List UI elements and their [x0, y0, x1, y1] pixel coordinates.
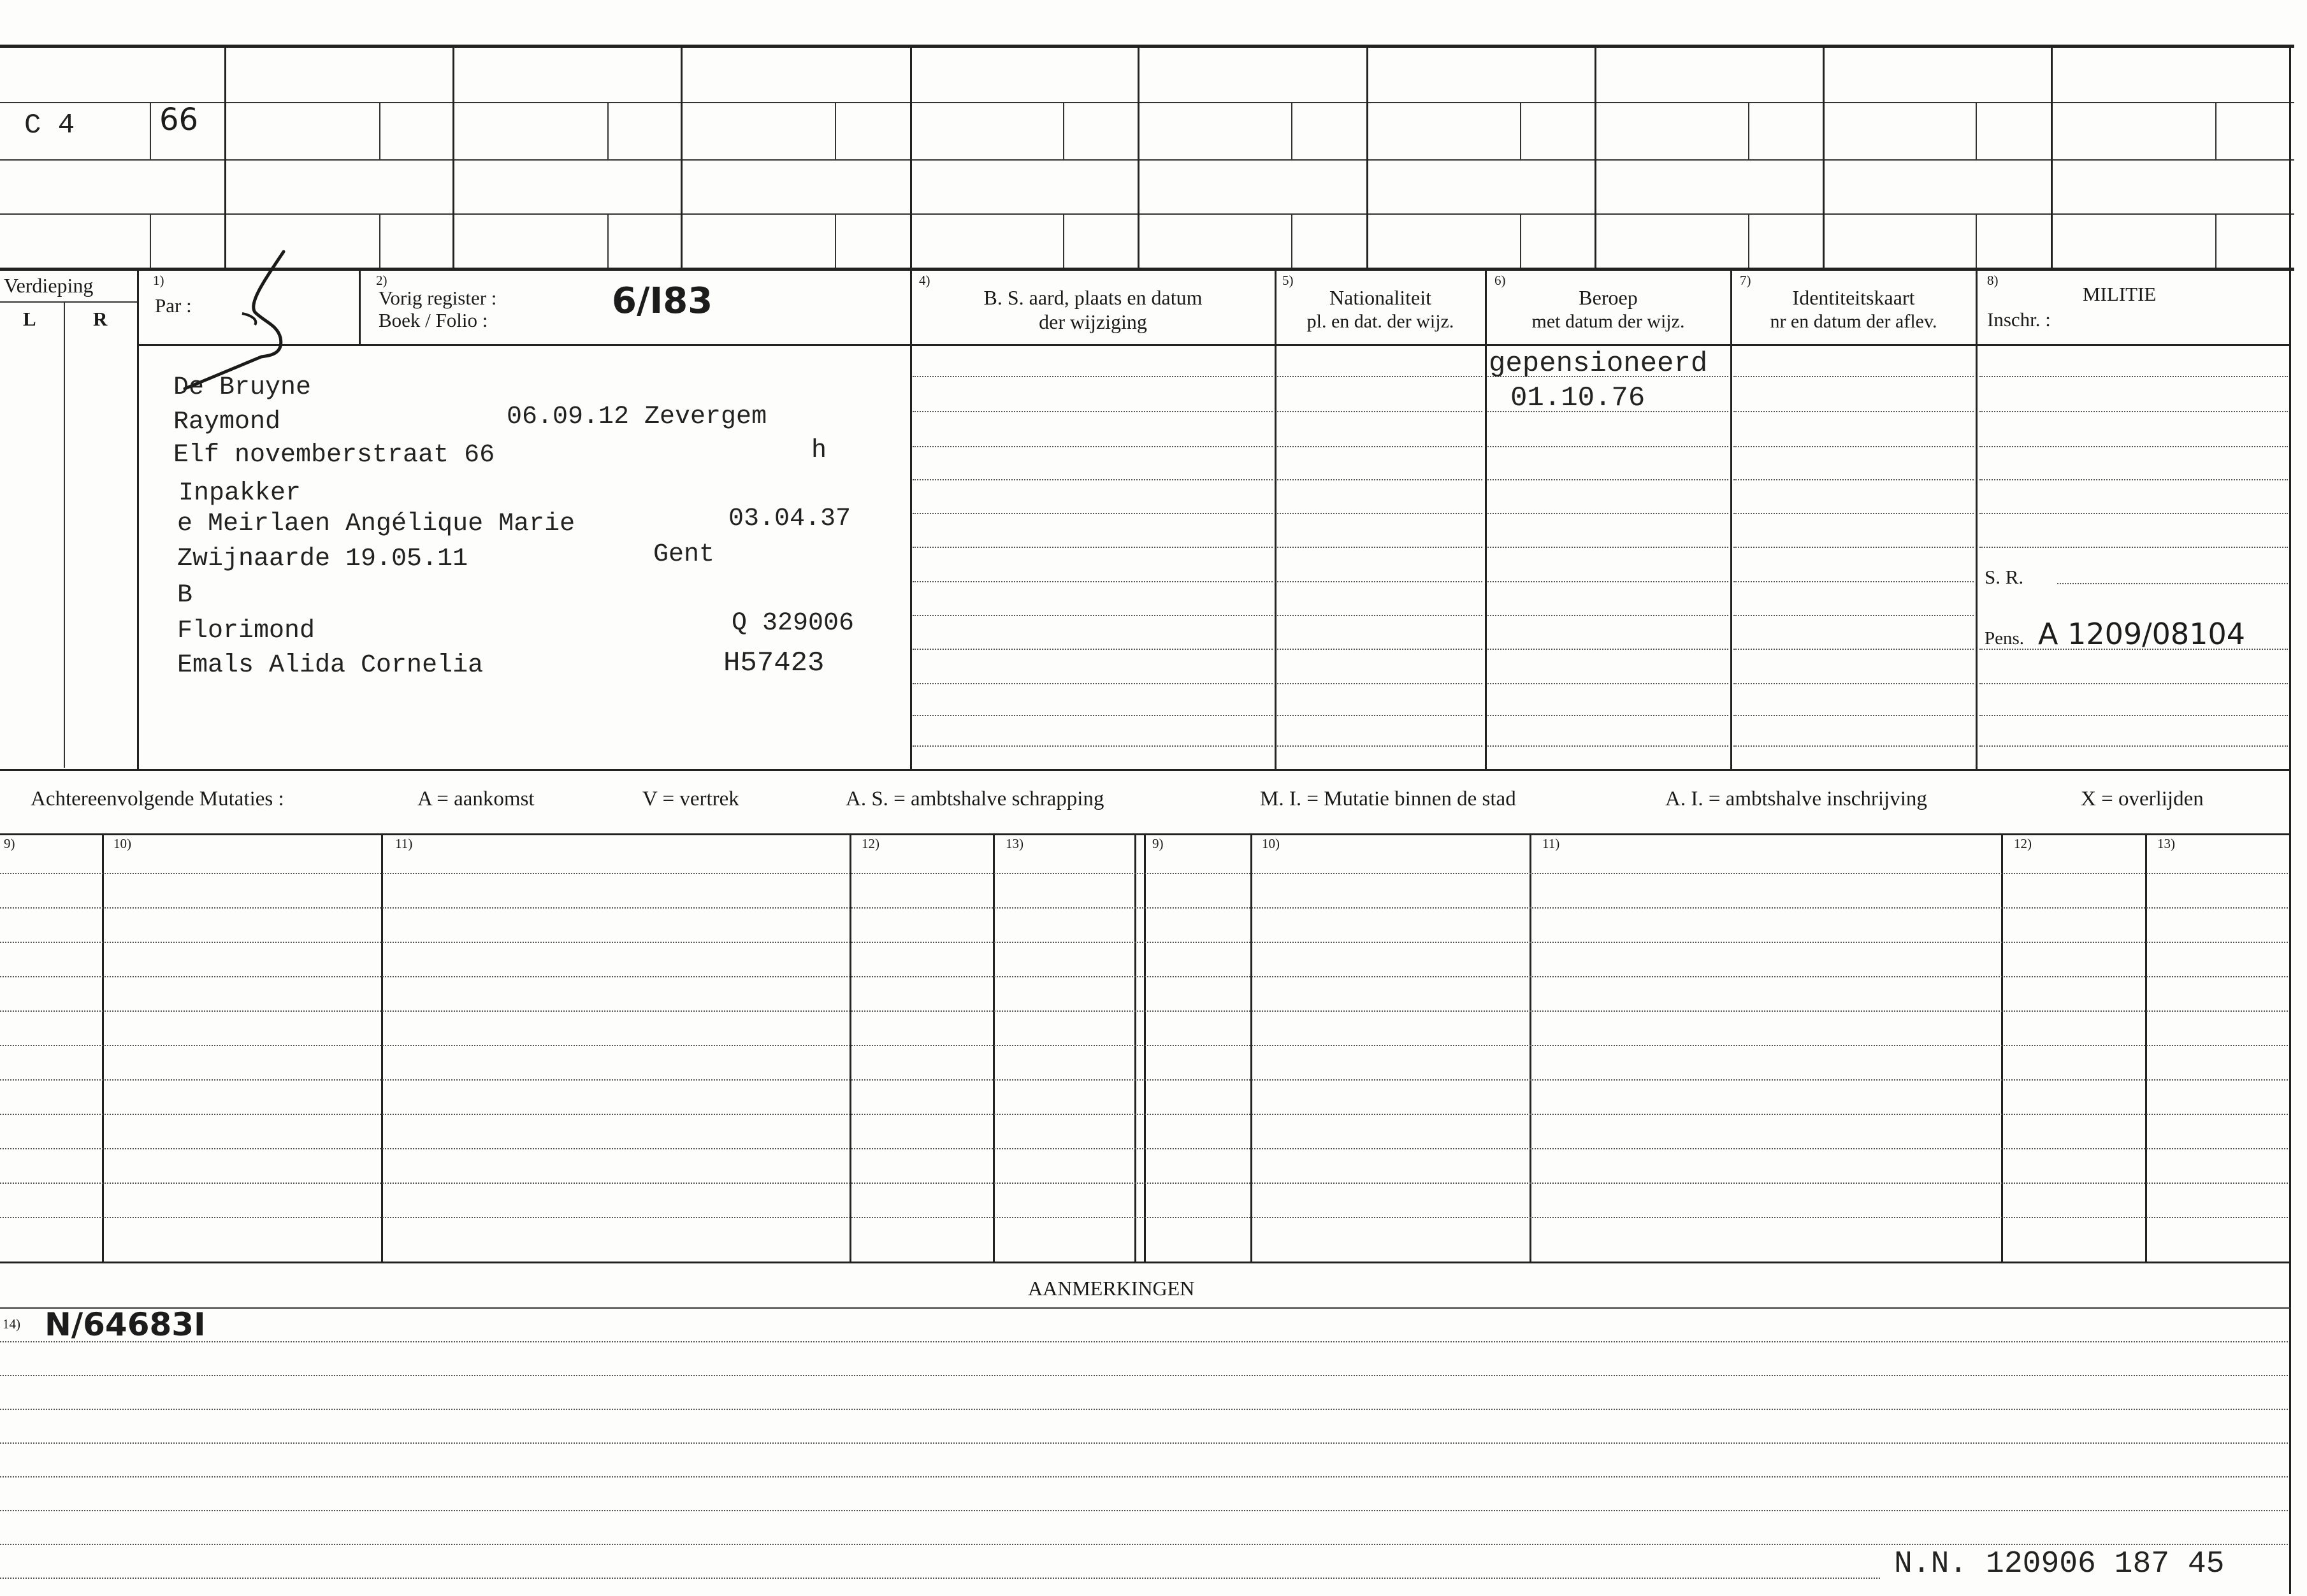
aanmerkingen-value: N/64683I: [45, 1306, 206, 1343]
nn-number: N.N. 120906 187 45: [1894, 1547, 2225, 1581]
mut-col-9b: 9): [1152, 836, 1164, 851]
par-label: Par :: [155, 294, 192, 317]
n8: 8): [1987, 273, 1999, 288]
mut-col-10b: 10): [1262, 836, 1280, 851]
beroep-header-line1: Beroep: [1579, 286, 1638, 309]
n1: 1): [153, 273, 164, 288]
person-h: h: [811, 436, 827, 465]
legend-mi: M. I. = Mutatie binnen de stad: [1260, 787, 1516, 810]
sr-label: S. R.: [1985, 566, 2024, 588]
n4: 4): [919, 273, 930, 288]
nat-header-line1: Nationaliteit: [1329, 286, 1431, 309]
mut-col-13b: 13): [2157, 836, 2175, 851]
father-code: Q 329006: [732, 609, 855, 638]
bs-header-line2: der wijziging: [1039, 310, 1147, 333]
boek-folio-label: Boek / Folio :: [379, 309, 488, 331]
legend-as: A. S. = ambtshalve schrapping: [846, 787, 1104, 810]
mut-col-12b: 12): [2014, 836, 2032, 851]
beroep-date: 01.10.76: [1510, 382, 1645, 414]
spouse-place: Gent: [653, 540, 715, 569]
spouse-date: 03.04.37: [728, 505, 851, 533]
person-surname: De Bruyne: [173, 373, 312, 402]
vorig-register-label: Vorig register :: [379, 287, 497, 309]
id-header-line1: Identiteitskaart: [1792, 286, 1915, 309]
mother-code: H57423: [723, 647, 825, 679]
person-b: B: [177, 581, 193, 610]
par-mark-drawing: [147, 242, 312, 395]
mut-col-12a: 12): [862, 836, 879, 851]
mut-col-11b: 11): [1542, 836, 1560, 851]
person-firstname: Raymond: [173, 408, 281, 436]
spouse-birth: Zwijnaarde 19.05.11: [177, 545, 468, 573]
mutaties-title: Achtereenvolgende Mutaties :: [31, 787, 284, 810]
col-l-label: L: [23, 308, 36, 330]
nat-header-line2: pl. en dat. der wijz.: [1306, 311, 1454, 332]
n2: 2): [376, 273, 387, 288]
n7: 7): [1740, 273, 1751, 288]
father-name: Florimond: [177, 617, 315, 645]
mother-name: Emals Alida Cornelia: [177, 651, 484, 680]
mut-col-10a: 10): [113, 836, 131, 851]
aanmerkingen-title: AANMERKINGEN: [1028, 1277, 1195, 1300]
mut-col-13a: 13): [1006, 836, 1023, 851]
card-code: C 4: [24, 110, 75, 141]
n5: 5): [1282, 273, 1294, 288]
id-header-line2: nr en datum der aflev.: [1770, 311, 1937, 332]
n6: 6): [1494, 273, 1506, 288]
verdieping-label: Verdieping: [4, 274, 94, 297]
spouse-name: e Meirlaen Angélique Marie: [177, 510, 575, 538]
pens-label: Pens.: [1985, 628, 2025, 649]
person-birth: 06.09.12 Zevergem: [507, 403, 767, 431]
col-r-label: R: [93, 308, 108, 330]
mut-col-9a: 9): [4, 836, 15, 851]
pens-value: A 1209/08104: [2038, 617, 2245, 651]
card-number: 66: [159, 102, 199, 138]
vorig-register-value: 6/I83: [612, 280, 713, 322]
mut-col-11a: 11): [395, 836, 413, 851]
person-occupation: Inpakker: [178, 479, 301, 508]
bs-header-line1: B. S. aard, plaats en datum: [983, 286, 1203, 309]
person-address: Elf novemberstraat 66: [173, 441, 495, 470]
beroep-value: gepensioneerd: [1489, 348, 1708, 380]
legend-v: V = vertrek: [642, 787, 739, 810]
legend-x: X = overlijden: [2081, 787, 2204, 810]
inschr-label: Inschr. :: [1987, 308, 2051, 331]
legend-a: A = aankomst: [417, 787, 535, 810]
n14: 14): [3, 1316, 20, 1332]
militie-label: MILITIE: [2083, 283, 2157, 305]
beroep-header-line2: met datum der wijz.: [1531, 311, 1685, 332]
legend-ai: A. I. = ambtshalve inschrijving: [1665, 787, 1927, 810]
